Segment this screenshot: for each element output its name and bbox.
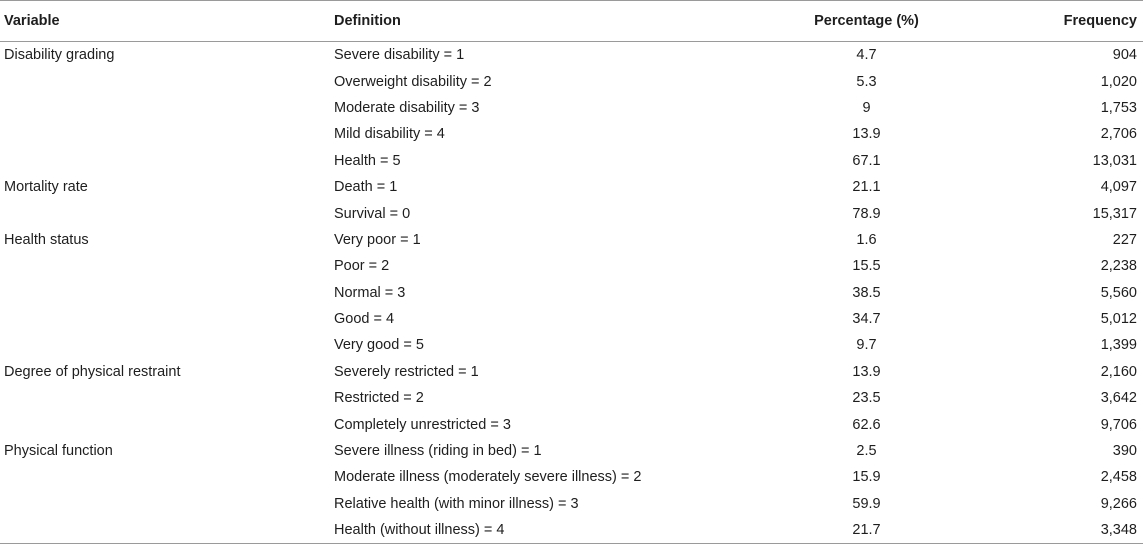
- cell-definition: Severe disability = 1: [334, 47, 465, 64]
- header-percentage: Percentage (%): [770, 1, 963, 42]
- cell-definition: Poor = 2: [334, 258, 390, 275]
- cell-variable: [0, 253, 330, 279]
- table-row: [0, 148, 1143, 174]
- cell-percentage: 9: [862, 99, 871, 116]
- cell-variable: [0, 464, 330, 490]
- table-body: [0, 42, 1143, 544]
- cell-variable: [0, 306, 330, 332]
- cell-percentage: 34.7: [852, 311, 881, 328]
- cell-frequency: 1,020: [1100, 73, 1137, 90]
- cell-frequency: 13,031: [1092, 152, 1137, 169]
- header-frequency: Frequency: [963, 1, 1143, 42]
- cell-frequency: 15,317: [1092, 205, 1137, 222]
- cell-frequency: 9,706: [1100, 416, 1137, 433]
- table-row: [0, 121, 1143, 147]
- cell-percentage: 38.5: [852, 284, 881, 301]
- cell-percentage: 1.6: [856, 231, 877, 248]
- cell-definition: Severe illness (riding in bed) = 1: [334, 443, 542, 460]
- table-row: [0, 332, 1143, 358]
- table-row: [0, 359, 1143, 385]
- table-row: [0, 517, 1143, 544]
- cell-frequency: 1,753: [1100, 99, 1137, 116]
- cell-percentage: 59.9: [852, 495, 881, 512]
- cell-definition: Moderate disability = 3: [334, 99, 480, 116]
- cell-frequency: 390: [1112, 443, 1137, 460]
- cell-definition: Overweight disability = 2: [334, 73, 492, 90]
- cell-definition: Normal = 3: [334, 284, 406, 301]
- cell-percentage: 21.1: [852, 179, 881, 196]
- table-row: [0, 174, 1143, 200]
- cell-frequency: 1,399: [1100, 337, 1137, 354]
- table-row: [0, 306, 1143, 332]
- cell-variable: [0, 385, 330, 411]
- table-row: [0, 464, 1143, 490]
- cell-frequency: 227: [1112, 231, 1137, 248]
- table-row: [0, 42, 1143, 69]
- cell-variable: [0, 332, 330, 358]
- cell-variable: [0, 95, 330, 121]
- cell-frequency: 5,560: [1100, 284, 1137, 301]
- cell-variable: Degree of physical restraint: [4, 363, 181, 380]
- cell-frequency: 3,642: [1100, 390, 1137, 407]
- cell-frequency: 2,458: [1100, 469, 1137, 486]
- cell-variable: [0, 200, 330, 226]
- table-row: [0, 491, 1143, 517]
- cell-variable: [0, 491, 330, 517]
- cell-percentage: 67.1: [852, 152, 881, 169]
- cell-frequency: 2,238: [1100, 258, 1137, 275]
- table-row: [0, 385, 1143, 411]
- cell-frequency: 2,706: [1100, 126, 1137, 143]
- cell-variable: [0, 121, 330, 147]
- table-row: [0, 200, 1143, 226]
- table-row: [0, 68, 1143, 94]
- cell-definition: Moderate illness (moderately severe illness) = 2: [334, 469, 642, 486]
- table-row: [0, 280, 1143, 306]
- cell-frequency: 4,097: [1100, 179, 1137, 196]
- cell-percentage: 62.6: [852, 416, 881, 433]
- cell-definition: Severely restricted = 1: [334, 363, 479, 380]
- cell-variable: [0, 517, 330, 544]
- cell-definition: Very good = 5: [334, 337, 424, 354]
- header-definition: Definition: [330, 1, 770, 42]
- cell-definition: Health = 5: [334, 152, 401, 169]
- cell-definition: Mild disability = 4: [334, 126, 445, 143]
- cell-variable: [0, 68, 330, 94]
- cell-frequency: 9,266: [1100, 495, 1137, 512]
- cell-frequency: 904: [1112, 47, 1137, 64]
- cell-percentage: 9.7: [856, 337, 877, 354]
- cell-percentage: 13.9: [852, 126, 881, 143]
- table-row: [0, 411, 1143, 437]
- cell-definition: Death = 1: [334, 179, 398, 196]
- cell-percentage: 23.5: [852, 390, 881, 407]
- cell-percentage: 15.5: [852, 258, 881, 275]
- cell-percentage: 4.7: [856, 47, 877, 64]
- cell-percentage: 2.5: [856, 443, 877, 460]
- cell-definition: Relative health (with minor illness) = 3: [334, 495, 579, 512]
- table-row: [0, 438, 1143, 464]
- cell-definition: Restricted = 2: [334, 390, 424, 407]
- cell-definition: Completely unrestricted = 3: [334, 416, 511, 433]
- cell-percentage: 5.3: [856, 73, 877, 90]
- cell-variable: Disability grading: [4, 47, 115, 64]
- cell-percentage: 21.7: [770, 517, 963, 544]
- cell-variable: Mortality rate: [4, 179, 88, 196]
- cell-percentage: 78.9: [852, 205, 881, 222]
- header-variable: Variable: [0, 1, 330, 42]
- cell-definition: Survival = 0: [334, 205, 411, 222]
- table-row: [0, 95, 1143, 121]
- table-row: [0, 227, 1143, 253]
- cell-frequency: 5,012: [1100, 311, 1137, 328]
- cell-variable: [0, 411, 330, 437]
- cell-percentage: 13.9: [852, 363, 881, 380]
- header-row: [0, 1, 1143, 42]
- table-row: [0, 253, 1143, 279]
- cell-definition: Good = 4: [334, 311, 395, 328]
- cell-frequency: 3,348: [963, 517, 1143, 544]
- cell-definition: Health (without illness) = 4: [330, 517, 770, 544]
- cell-percentage: 15.9: [852, 469, 881, 486]
- cell-variable: [0, 148, 330, 174]
- cell-frequency: 2,160: [1100, 363, 1137, 380]
- cell-variable: Health status: [4, 231, 89, 248]
- cell-variable: [0, 280, 330, 306]
- cell-definition: Very poor = 1: [334, 231, 421, 248]
- cell-variable: Physical function: [4, 443, 113, 460]
